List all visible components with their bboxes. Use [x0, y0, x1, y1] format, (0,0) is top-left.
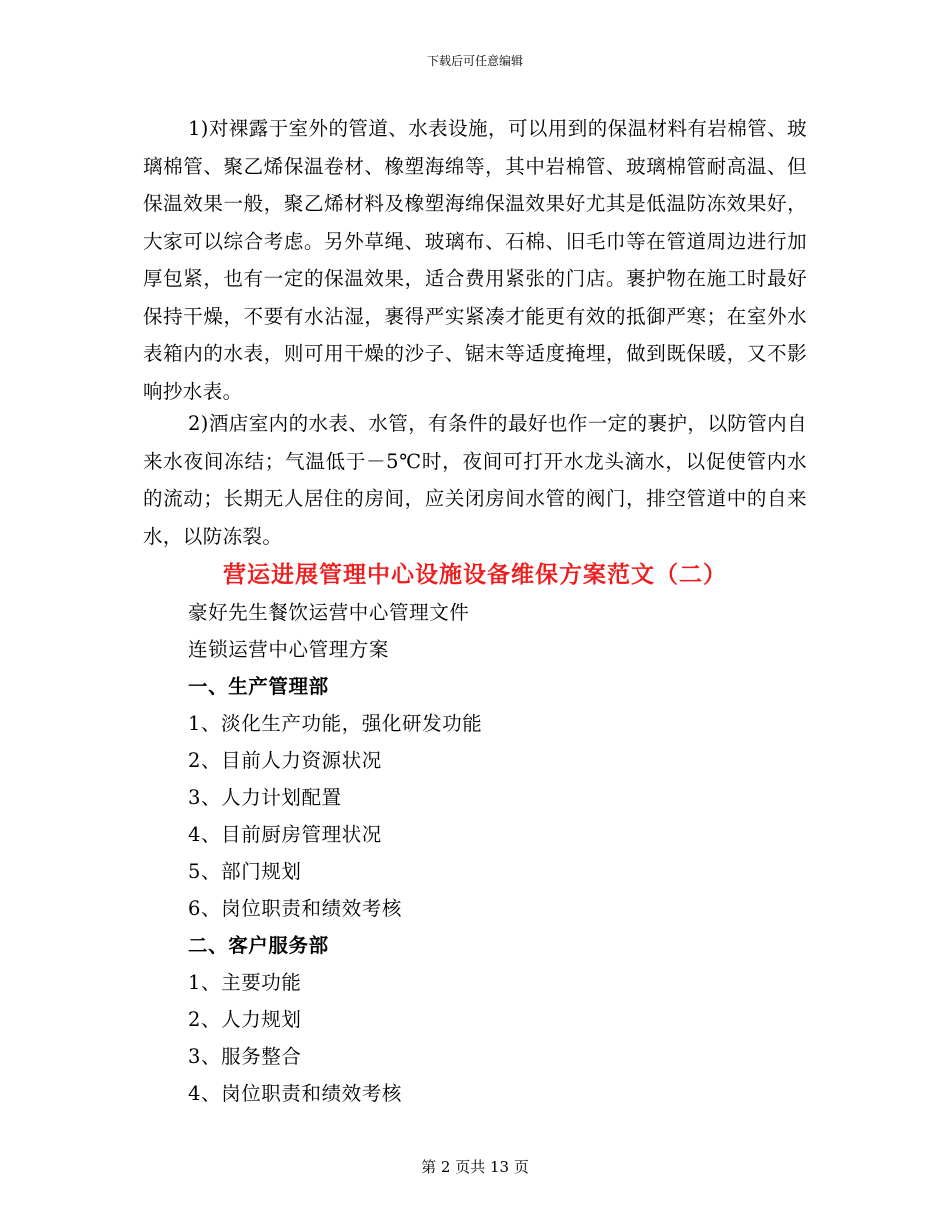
body-paragraph: 2)酒店室内的水表、水管，有条件的最好也作一定的裹护，以防管内自来水夜间冻结；气温低于－5℃时，夜间可打开水龙头滴水，以促使管内水的流动；长期无人居住的房间，应关闭房间水管的阀门，排空管道中的自来水，以防冻裂。	[143, 412, 807, 548]
document-title: 营运进展管理中心设施设备维保方案范文（二）	[223, 561, 727, 588]
body-paragraph: 1)对裸露于室外的管道、水表设施，可以用到的保温材料有岩棉管、玻璃棉管、聚乙烯保温卷材、橡塑海绵等，其中岩棉管、玻璃棉管耐高温、但保温效果一般，聚乙烯材料及橡塑海绵保温效果好尤其是低温防冻效果好，大家可以综合考虑。另外草绳、玻璃布、石棉、旧毛巾等在管道周边进行加厚包紧，也有一定的保温效果，适合费用紧张的门店。裹护物在施工时最好保持干燥，不要有水沾湿，裹得严实紧凑才能更有效的抵御严寒；在室外水表箱内的水表，则可用干燥的沙子、锯末等适度掩埋，做到既保暖，又不影响抄水表。	[143, 117, 807, 403]
list-item: 5、部门规划	[188, 860, 302, 883]
list-item: 3、服务整合	[188, 1045, 302, 1068]
list-item: 1、主要功能	[188, 971, 302, 994]
page-header: 下载后可任意编辑	[426, 54, 523, 68]
list-item: 4、目前厨房管理状况	[188, 823, 382, 846]
list-item: 3、人力计划配置	[188, 786, 342, 809]
list-item: 6、岗位职责和绩效考核	[188, 897, 403, 920]
text-line: 连锁运营中心管理方案	[188, 638, 390, 661]
list-item: 2、目前人力资源状况	[188, 749, 382, 772]
list-item: 1、淡化生产功能，强化研发功能	[188, 712, 483, 735]
section-heading: 一、生产管理部	[188, 675, 329, 698]
section-heading: 二、客户服务部	[188, 934, 329, 957]
list-item: 4、岗位职责和绩效考核	[188, 1082, 403, 1105]
text-line: 豪好先生餐饮运营中心管理文件	[188, 601, 470, 624]
list-item: 2、人力规划	[188, 1008, 302, 1031]
page-number: 第 2 页共 13 页	[421, 1158, 529, 1176]
